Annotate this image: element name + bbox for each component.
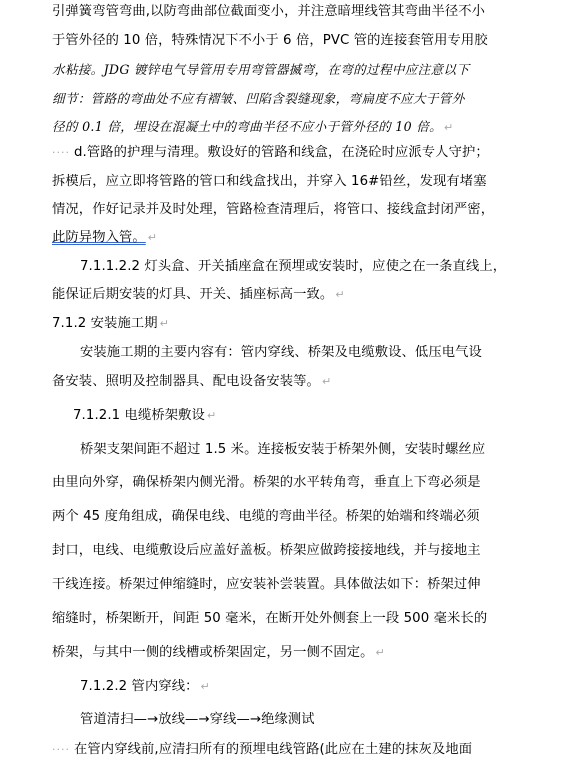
text-line-9 — [52, 228, 561, 248]
text-line-25 — [52, 740, 561, 760]
text-line-6 — [52, 143, 561, 163]
text-line-25-content: 在管内穿线前,应清扫所有的预埋电线管路(此应在土建的抹灰及地面 — [74, 742, 473, 757]
text-line-21: 缩缝时，桥架断开，间距 50 毫米，在断开处外侧套上一段 500 毫米长的 — [52, 611, 488, 626]
text-line-8: 情况，作好记录并及时处理，管路检查清理后，将管口、接线盒封闭严密， — [52, 202, 495, 217]
text-line-22 — [52, 643, 561, 663]
text-line-1: 引弹簧弯管弯曲,以防弯曲部位截面变小，并注意暗埋线管其弯曲半径不小 — [52, 4, 486, 19]
paragraph-mark-icon: ↵ — [444, 121, 454, 134]
text-line-4: 细节：管路的弯曲处不应有褶皱、凹陷含裂缝现象，弯扁度不应大于管外 — [52, 91, 465, 106]
text-line-5-content: 径的 0.1 倍，埋设在混凝土中的弯曲半径不应小于管外径的 10 倍。 — [52, 119, 443, 134]
text-line-11 — [52, 285, 561, 305]
indent-dots: ···· — [52, 146, 70, 159]
text-line-5 — [52, 117, 561, 138]
heading-7-1-2 — [52, 314, 561, 334]
heading-7-1-2-2 — [80, 677, 561, 697]
text-line-6-content: d.管路的护理与清理。敷设好的管路和线盒，在浇砼时应派专人守护； — [74, 145, 489, 160]
heading-7-1-2-content: 7.1.2 安装施工期 — [52, 316, 158, 331]
text-line-3: 水粘接。JDG 镀锌电气导管用专用弯管器揻弯，在弯的过程中应注意以下 — [52, 62, 470, 77]
heading-7-1-2-1 — [73, 406, 561, 426]
heading-7-1-2-2-content: 7.1.2.2 管内穿线： — [80, 679, 199, 694]
text-line-19: 封口，电线、电缆敷设后应盖好盖板。桥架应做跨接接地线，并与接地主 — [52, 543, 481, 558]
paragraph-mark-icon: ↵ — [200, 680, 210, 693]
text-line-17: 由里向外穿，确保桥架内侧光滑。桥架的水平转角弯，垂直上下弯必须是 — [52, 475, 481, 490]
text-line-9-content: 此防异物入管。 — [52, 230, 146, 245]
text-line-14-content: 备安装、照明及控制器具、配电设备安装等。 — [52, 374, 320, 389]
text-line-20: 干线连接。桥架过伸缩缝时，应安装补尝装置。具体做法如下：桥架过伸 — [52, 577, 481, 592]
paragraph-mark-icon: ↵ — [159, 317, 169, 330]
text-line-13: 安装施工期的主要内容有：管内穿线、桥架及电缆敷设、低压电气设 — [80, 345, 482, 360]
paragraph-mark-icon: ↵ — [206, 409, 217, 422]
paragraph-mark-icon: ↵ — [375, 646, 385, 659]
indent-dots: ···· — [52, 743, 70, 756]
text-line-16: 桥架支架间距不超过 1.5 米。连接板安装于桥架外侧，安装时螺丝应 — [80, 442, 486, 457]
text-line-7: 拆模后，应立即将管路的管口和线盒找出，并穿入 16#铅丝，发现有堵塞 — [52, 174, 487, 189]
paragraph-mark-icon: ↵ — [321, 375, 332, 388]
text-line-18: 两个 45 度角组成，确保电线、电缆的弯曲半径。桥架的始端和终端必须 — [52, 509, 480, 524]
text-line-11-content: 能保证后期安装的灯具、开关、插座标高一致。 — [52, 287, 334, 302]
heading-7-1-2-1-content: 7.1.2.1 电缆桥架敷设 — [73, 408, 205, 423]
text-line-2: 于管外径的 10 倍，特殊情况下不小于 6 倍，PVC 管的连接套管用专用胶 — [52, 33, 488, 48]
process-flow-line: 管道清扫—→放线—→穿线—→绝缘测试 — [80, 712, 315, 727]
text-line-22-content: 桥架，与其中一侧的线槽或桥架固定，另一侧不固定。 — [52, 645, 374, 660]
text-line-10: 7.1.1.2.2 灯头盒、开关插座盒在预埋或安装时，应使之在一条直线上， — [80, 259, 507, 274]
paragraph-mark-icon: ↵ — [147, 231, 158, 244]
text-line-14 — [52, 372, 561, 392]
paragraph-mark-icon: ↵ — [335, 288, 345, 301]
